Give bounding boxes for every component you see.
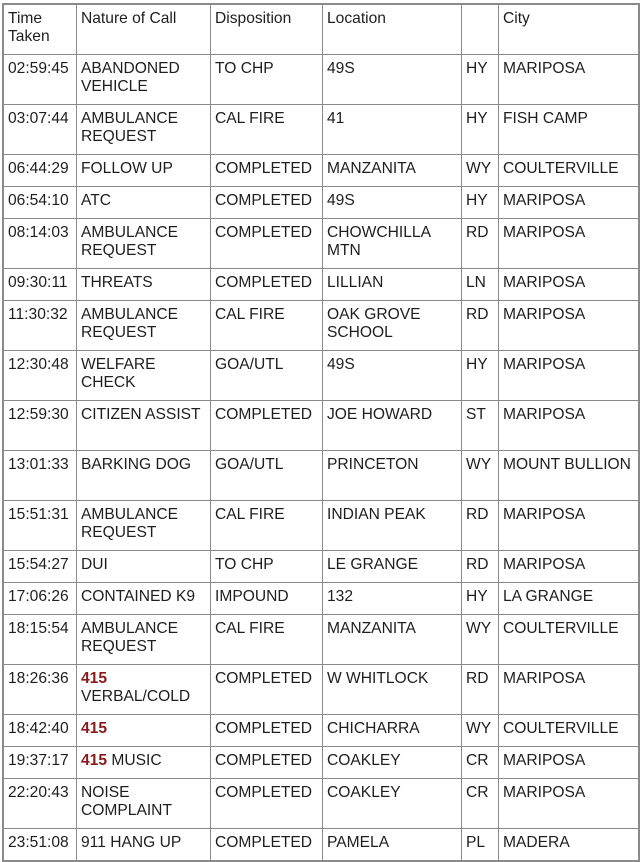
city-cell: MARIPOSA bbox=[499, 269, 639, 301]
disposition-cell: CAL FIRE bbox=[211, 301, 323, 351]
location-cell: LE GRANGE bbox=[323, 551, 462, 583]
suffix-cell: HY bbox=[462, 105, 499, 155]
city-cell: MARIPOSA bbox=[499, 401, 639, 451]
time-cell: 15:51:31 bbox=[3, 501, 77, 551]
suffix-cell: HY bbox=[462, 187, 499, 219]
city-cell: MOUNT BULLION bbox=[499, 451, 639, 501]
time-cell: 13:01:33 bbox=[3, 451, 77, 501]
header-disposition: Disposition bbox=[211, 4, 323, 55]
disposition-cell: COMPLETED bbox=[211, 401, 323, 451]
nature-cell bbox=[77, 301, 211, 351]
nature-cell bbox=[77, 269, 211, 301]
time-cell: 08:14:03 bbox=[3, 219, 77, 269]
nature-cell bbox=[77, 715, 211, 747]
disposition-cell: COMPLETED bbox=[211, 219, 323, 269]
nature-text: THREATS bbox=[81, 274, 153, 291]
disposition-cell: COMPLETED bbox=[211, 829, 323, 861]
disposition-cell: CAL FIRE bbox=[211, 105, 323, 155]
nature-cell bbox=[77, 665, 211, 715]
nature-text: WELFARE CHECK bbox=[81, 356, 156, 391]
suffix-cell: CR bbox=[462, 779, 499, 829]
nature-text: CONTAINED K9 bbox=[81, 588, 196, 605]
nature-cell bbox=[77, 501, 211, 551]
city-cell: MARIPOSA bbox=[499, 219, 639, 269]
disposition-cell: TO CHP bbox=[211, 55, 323, 105]
suffix-cell: RD bbox=[462, 301, 499, 351]
table-row bbox=[3, 551, 639, 583]
header-city: City bbox=[499, 4, 639, 55]
city-cell: MARIPOSA bbox=[499, 747, 639, 779]
nature-cell bbox=[77, 401, 211, 451]
table-row bbox=[3, 55, 639, 105]
location-cell: PAMELA bbox=[323, 829, 462, 861]
call-code: 415 bbox=[81, 670, 108, 687]
city-cell: MARIPOSA bbox=[499, 551, 639, 583]
location-cell: MANZANITA bbox=[323, 615, 462, 665]
table-row bbox=[3, 301, 639, 351]
nature-text: AMBULANCE REQUEST bbox=[81, 224, 179, 259]
table-row bbox=[3, 829, 639, 861]
suffix-cell: RD bbox=[462, 551, 499, 583]
nature-text: BARKING DOG bbox=[81, 456, 192, 473]
header-row bbox=[3, 4, 639, 55]
city-cell: MADERA bbox=[499, 829, 639, 861]
time-cell: 06:54:10 bbox=[3, 187, 77, 219]
call-log-table bbox=[2, 3, 640, 862]
suffix-cell: RD bbox=[462, 501, 499, 551]
nature-cell bbox=[77, 551, 211, 583]
nature-text: AMBULANCE REQUEST bbox=[81, 110, 179, 145]
disposition-cell: COMPLETED bbox=[211, 779, 323, 829]
suffix-cell: PL bbox=[462, 829, 499, 861]
suffix-cell: LN bbox=[462, 269, 499, 301]
nature-cell bbox=[77, 829, 211, 861]
location-cell: CHICHARRA bbox=[323, 715, 462, 747]
nature-cell bbox=[77, 779, 211, 829]
location-cell: JOE HOWARD bbox=[323, 401, 462, 451]
location-cell: PRINCETON bbox=[323, 451, 462, 501]
time-cell: 23:51:08 bbox=[3, 829, 77, 861]
header-time: Time Taken bbox=[3, 4, 77, 55]
location-cell: COAKLEY bbox=[323, 779, 462, 829]
call-code: 415 bbox=[81, 752, 108, 769]
city-cell: MARIPOSA bbox=[499, 501, 639, 551]
header-location: Location bbox=[323, 4, 462, 55]
location-cell: INDIAN PEAK bbox=[323, 501, 462, 551]
location-cell: 41 bbox=[323, 105, 462, 155]
location-cell: CHOWCHILLA MTN bbox=[323, 219, 462, 269]
header-nature: Nature of Call bbox=[77, 4, 211, 55]
time-cell: 09:30:11 bbox=[3, 269, 77, 301]
nature-cell bbox=[77, 219, 211, 269]
nature-text: NOISE COMPLAINT bbox=[81, 784, 172, 819]
time-cell: 12:59:30 bbox=[3, 401, 77, 451]
city-cell: MARIPOSA bbox=[499, 779, 639, 829]
disposition-cell: COMPLETED bbox=[211, 665, 323, 715]
suffix-cell: HY bbox=[462, 351, 499, 401]
city-cell: COULTERVILLE bbox=[499, 715, 639, 747]
nature-cell bbox=[77, 55, 211, 105]
city-cell: MARIPOSA bbox=[499, 665, 639, 715]
nature-text: AMBULANCE REQUEST bbox=[81, 620, 179, 655]
location-cell: COAKLEY bbox=[323, 747, 462, 779]
location-cell: LILLIAN bbox=[323, 269, 462, 301]
disposition-cell: GOA/UTL bbox=[211, 351, 323, 401]
suffix-cell: RD bbox=[462, 219, 499, 269]
suffix-cell: RD bbox=[462, 665, 499, 715]
disposition-cell: COMPLETED bbox=[211, 155, 323, 187]
suffix-cell: CR bbox=[462, 747, 499, 779]
table-row bbox=[3, 501, 639, 551]
nature-text: AMBULANCE REQUEST bbox=[81, 306, 179, 341]
location-cell: 49S bbox=[323, 351, 462, 401]
suffix-cell: WY bbox=[462, 715, 499, 747]
nature-text: ATC bbox=[81, 192, 112, 209]
time-cell: 18:26:36 bbox=[3, 665, 77, 715]
nature-cell bbox=[77, 105, 211, 155]
disposition-cell: CAL FIRE bbox=[211, 501, 323, 551]
disposition-cell: IMPOUND bbox=[211, 583, 323, 615]
nature-cell bbox=[77, 583, 211, 615]
nature-cell bbox=[77, 187, 211, 219]
nature-text: ABANDONED VEHICLE bbox=[81, 60, 180, 95]
time-cell: 12:30:48 bbox=[3, 351, 77, 401]
nature-text: CITIZEN ASSIST bbox=[81, 406, 201, 423]
nature-cell bbox=[77, 747, 211, 779]
city-cell: MARIPOSA bbox=[499, 351, 639, 401]
nature-text: MUSIC bbox=[111, 752, 162, 769]
disposition-cell: CAL FIRE bbox=[211, 615, 323, 665]
suffix-cell: WY bbox=[462, 155, 499, 187]
header-suffix bbox=[462, 4, 499, 55]
suffix-cell: WY bbox=[462, 451, 499, 501]
location-cell: 49S bbox=[323, 187, 462, 219]
time-cell: 03:07:44 bbox=[3, 105, 77, 155]
city-cell: COULTERVILLE bbox=[499, 615, 639, 665]
nature-text: DUI bbox=[81, 556, 108, 573]
time-cell: 06:44:29 bbox=[3, 155, 77, 187]
table-row bbox=[3, 105, 639, 155]
table-row bbox=[3, 401, 639, 451]
nature-cell bbox=[77, 451, 211, 501]
table-row bbox=[3, 219, 639, 269]
nature-cell bbox=[77, 615, 211, 665]
nature-text: AMBULANCE REQUEST bbox=[81, 506, 179, 541]
nature-cell bbox=[77, 351, 211, 401]
disposition-cell: TO CHP bbox=[211, 551, 323, 583]
time-cell: 15:54:27 bbox=[3, 551, 77, 583]
suffix-cell: HY bbox=[462, 55, 499, 105]
city-cell: MARIPOSA bbox=[499, 55, 639, 105]
suffix-cell: HY bbox=[462, 583, 499, 615]
nature-text: 911 HANG UP bbox=[81, 834, 182, 851]
table-row bbox=[3, 747, 639, 779]
time-cell: 22:20:43 bbox=[3, 779, 77, 829]
call-log-body bbox=[3, 55, 639, 861]
table-row bbox=[3, 187, 639, 219]
disposition-cell: COMPLETED bbox=[211, 715, 323, 747]
call-code: 415 bbox=[81, 720, 108, 737]
suffix-cell: WY bbox=[462, 615, 499, 665]
time-cell: 02:59:45 bbox=[3, 55, 77, 105]
time-cell: 17:06:26 bbox=[3, 583, 77, 615]
nature-text: FOLLOW UP bbox=[81, 160, 173, 177]
table-row bbox=[3, 451, 639, 501]
time-cell: 11:30:32 bbox=[3, 301, 77, 351]
table-row bbox=[3, 615, 639, 665]
city-cell: FISH CAMP bbox=[499, 105, 639, 155]
location-cell: OAK GROVE SCHOOL bbox=[323, 301, 462, 351]
city-cell: COULTERVILLE bbox=[499, 155, 639, 187]
time-cell: 18:42:40 bbox=[3, 715, 77, 747]
city-cell: MARIPOSA bbox=[499, 301, 639, 351]
location-cell: W WHITLOCK bbox=[323, 665, 462, 715]
table-row bbox=[3, 665, 639, 715]
time-cell: 19:37:17 bbox=[3, 747, 77, 779]
city-cell: MARIPOSA bbox=[499, 187, 639, 219]
time-cell: 18:15:54 bbox=[3, 615, 77, 665]
disposition-cell: COMPLETED bbox=[211, 747, 323, 779]
location-cell: 49S bbox=[323, 55, 462, 105]
table-row bbox=[3, 583, 639, 615]
nature-cell bbox=[77, 155, 211, 187]
table-row bbox=[3, 351, 639, 401]
suffix-cell: ST bbox=[462, 401, 499, 451]
table-row bbox=[3, 779, 639, 829]
table-row bbox=[3, 715, 639, 747]
city-cell: LA GRANGE bbox=[499, 583, 639, 615]
nature-text: VERBAL/COLD bbox=[81, 688, 191, 705]
disposition-cell: COMPLETED bbox=[211, 269, 323, 301]
location-cell: MANZANITA bbox=[323, 155, 462, 187]
disposition-cell: GOA/UTL bbox=[211, 451, 323, 501]
table-row bbox=[3, 269, 639, 301]
table-row bbox=[3, 155, 639, 187]
disposition-cell: COMPLETED bbox=[211, 187, 323, 219]
call-log-container bbox=[2, 3, 638, 862]
location-cell: 132 bbox=[323, 583, 462, 615]
